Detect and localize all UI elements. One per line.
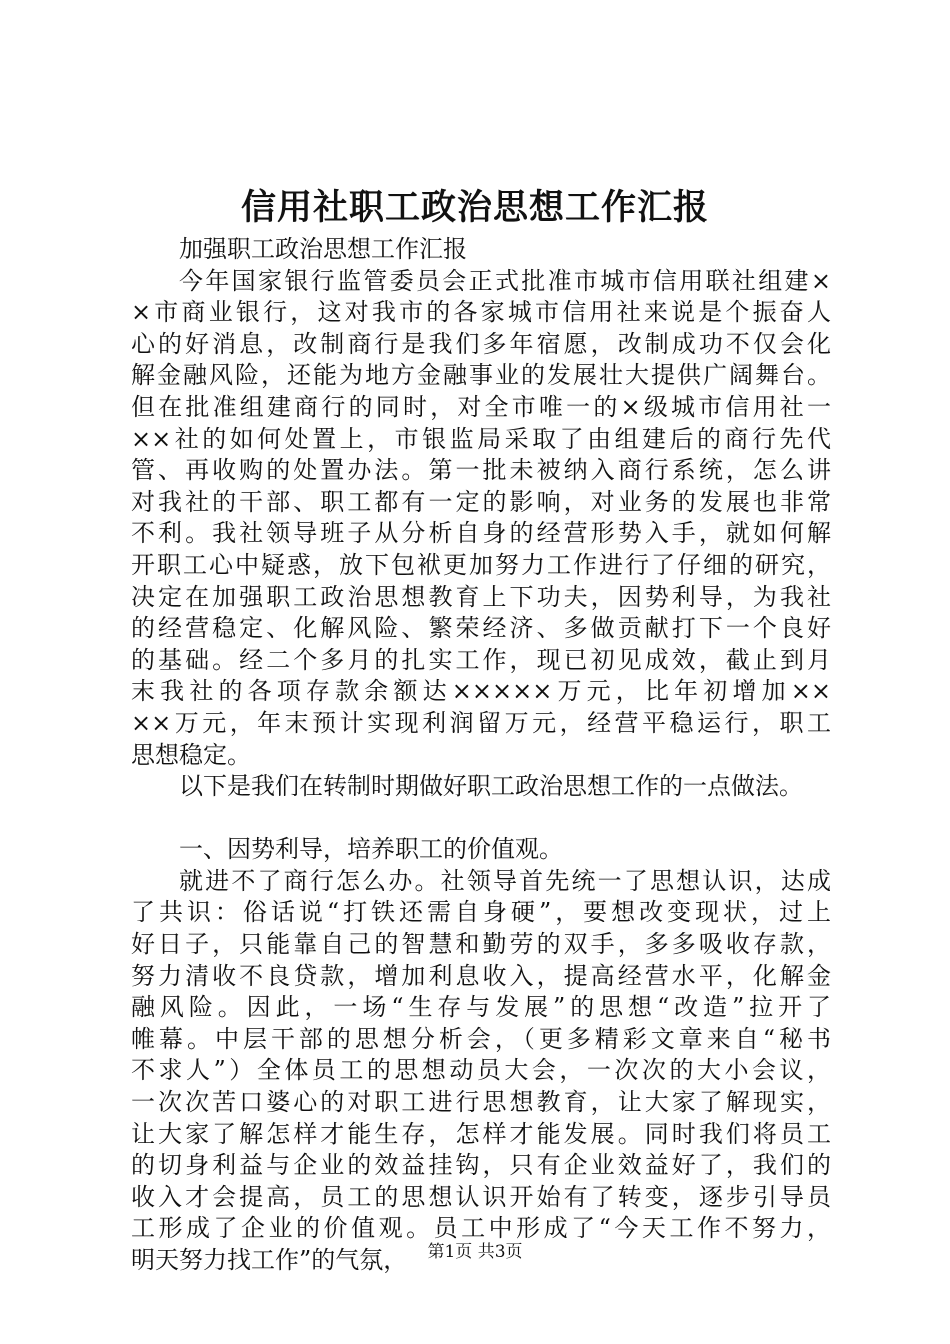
paragraph-methods-intro — [131, 771, 831, 803]
paragraph-line: 好日子，只能靠自己的智慧和勤劳的双手，多多吸收存款， — [131, 930, 831, 959]
paragraph-line: 思想稳定。 — [131, 740, 251, 769]
paragraph-line: 末我社的各项存款余额达×××××万元，比年初增加×× — [131, 677, 831, 706]
paragraph-line: 的基础。经二个多月的扎实工作，现已初见成效，截止到月 — [131, 645, 831, 674]
paragraph-line: 管、再收购的处置办法。第一批未被纳入商行系统，怎么讲 — [131, 456, 831, 485]
paragraph-line: 解金融风险，还能为地方金融事业的发展壮大提供广阔舞台。 — [131, 361, 831, 390]
paragraph-line: 不利。我社领导班子从分析自身的经营形势入手，就如何解 — [131, 519, 831, 548]
paragraph-line: 收入才会提高，员工的思想认识开始有了转变，逐步引导员 — [131, 1182, 831, 1211]
paragraph-line: ×市商业银行，这对我市的各家城市信用社来说是个振奋人 — [131, 298, 831, 327]
paragraph-line: 对我社的干部、职工都有一定的影响，对业务的发展也非常 — [131, 487, 831, 516]
page-footer: 第1页 共3页 — [427, 1242, 523, 1262]
paragraph-line: 的切身利益与企业的效益挂钩，只有企业效益好了，我们的 — [131, 1151, 831, 1180]
paragraph-section-1 — [131, 866, 831, 1277]
paragraph-intro — [131, 266, 831, 772]
document-title: 信用社职工政治思想工作汇报 — [240, 187, 709, 228]
paragraph-line: 让大家了解怎样才能生存，怎样才能发展。同时我们将员工 — [131, 1119, 831, 1148]
subtitle-text: 加强职工政治思想工作汇报 — [179, 235, 467, 263]
paragraph-line: 工形成了企业的价值观。员工中形成了“今天工作不努力， — [131, 1214, 831, 1243]
subtitle-line — [131, 234, 831, 266]
paragraph-line: 了共识：俗话说“打铁还需自身硬”，要想改变现状，过上 — [131, 898, 831, 927]
blank-line — [131, 803, 831, 835]
paragraph-line: 不求人”）全体员工的思想动员大会，一次次的大小会议， — [131, 1056, 831, 1085]
paragraph-line: ××社的如何处置上，市银监局采取了由组建后的商行先代 — [131, 424, 831, 453]
paragraph-line: 明天努力找工作”的气氛， — [131, 1246, 408, 1274]
paragraph-line: 努力清收不良贷款，增加利息收入，提高经营水平，化解金 — [131, 961, 831, 990]
paragraph-line: 开职工心中疑惑，放下包袱更加努力工作进行了仔细的研究， — [131, 550, 831, 579]
paragraph-line: 决定在加强职工政治思想教育上下功夫，因势利导，为我社 — [131, 582, 831, 611]
paragraph-line: 帷幕。中层干部的思想分析会，（更多精彩文章来自“秘书 — [131, 1024, 831, 1053]
paragraph-line: 但在批准组建商行的同时，对全市唯一的×级城市信用社一 — [131, 392, 831, 421]
paragraph-line: 今年国家银行监管委员会正式批准市城市信用联社组建× — [179, 266, 831, 295]
paragraph-line: 以下是我们在转制时期做好职工政治思想工作的一点做法。 — [179, 772, 803, 801]
document-body — [131, 234, 831, 1277]
section-heading-1-text: 一、因势利导，培养职工的价值观。 — [179, 835, 563, 864]
paragraph-line: 一次次苦口婆心的对职工进行思想教育，让大家了解现实， — [131, 1088, 831, 1117]
section-heading-1 — [131, 834, 831, 866]
paragraph-line: 融风险。因此，一场“生存与发展”的思想“改造”拉开了 — [131, 993, 831, 1022]
paragraph-line: 就进不了商行怎么办。社领导首先统一了思想认识，达成 — [179, 866, 831, 895]
paragraph-line: 的经营稳定、化解风险、繁荣经济、多做贡献打下一个良好 — [131, 614, 831, 643]
paragraph-line: ××万元，年末预计实现利润留万元，经营平稳运行，职工 — [131, 708, 831, 737]
paragraph-line: 心的好消息，改制商行是我们多年宿愿，改制成功不仅会化 — [131, 329, 831, 358]
